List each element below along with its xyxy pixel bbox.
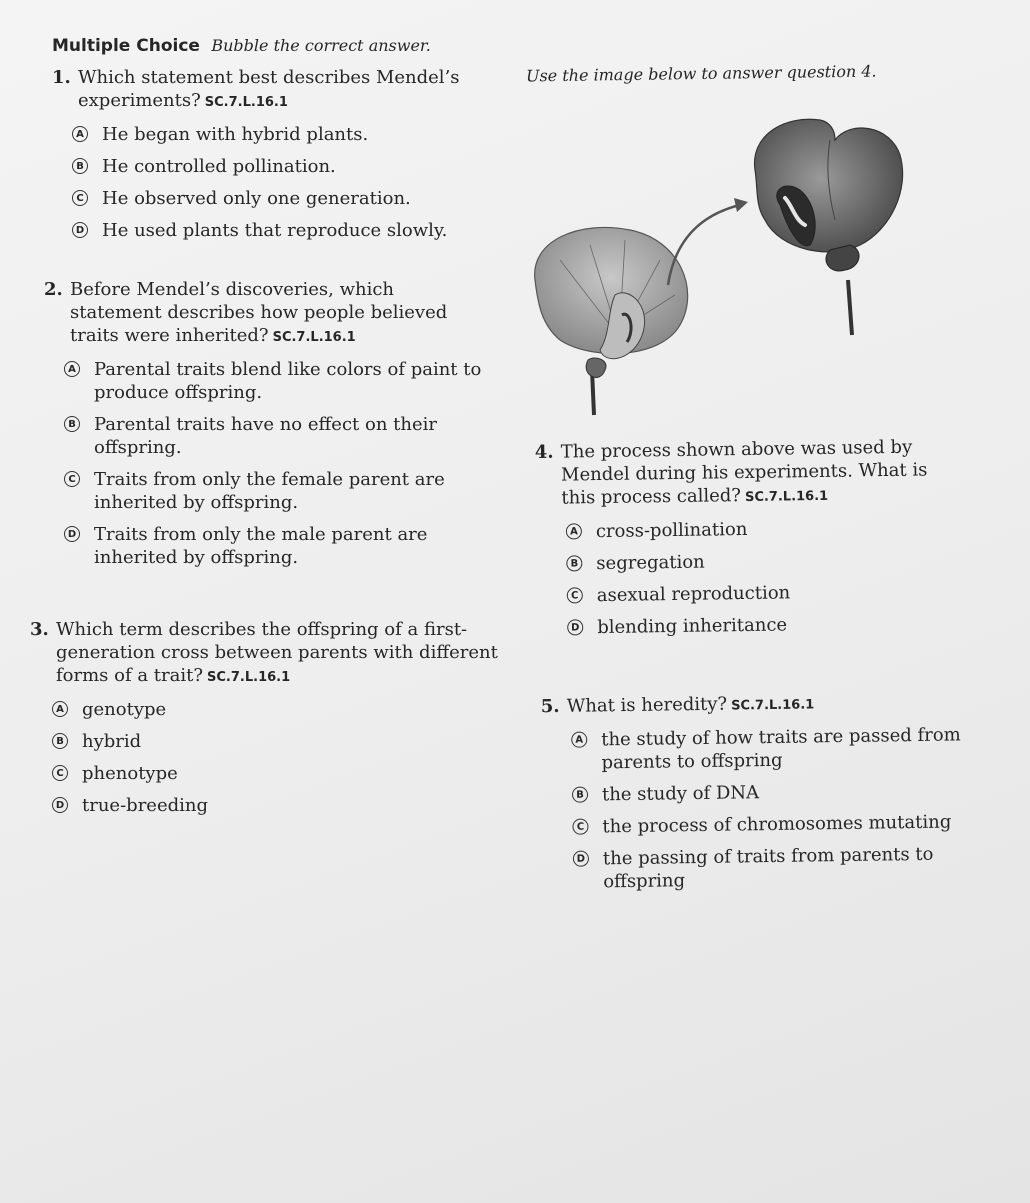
question-text: Before Mendel’s discoveries, which statement describes how people believed traits were inherited?: [70, 279, 448, 346]
bubble-icon[interactable]: A: [52, 701, 68, 717]
bubble-icon[interactable]: A: [72, 126, 88, 142]
pollination-figure: [530, 110, 910, 420]
choice-d[interactable]: [52, 794, 500, 817]
question-2: [44, 278, 484, 569]
choice-text: cross-pollination: [595, 518, 748, 543]
left-flower-sepal: [586, 358, 606, 377]
choice-b[interactable]: [64, 413, 484, 459]
choice-text: asexual reproduction: [596, 582, 791, 607]
question-5: [541, 689, 1004, 894]
bubble-icon[interactable]: B: [572, 787, 588, 803]
question-1: [52, 66, 472, 242]
question-text: Which statement best describes Mendel’s experiments?: [78, 67, 460, 111]
choice-a[interactable]: [571, 723, 1002, 775]
choice-text: the study of how traits are passed from parents to offspring: [601, 724, 961, 774]
flower-illustration: [530, 110, 910, 420]
choice-d[interactable]: [567, 611, 957, 639]
bubble-icon[interactable]: C: [567, 587, 583, 603]
choice-text: He began with hybrid plants.: [102, 124, 369, 145]
choice-c[interactable]: [64, 468, 484, 514]
bubble-icon[interactable]: D: [72, 222, 88, 238]
choice-text: Traits from only the male parent are inherited by offspring.: [94, 524, 428, 568]
arrow-head-icon: [734, 198, 748, 212]
choice-a[interactable]: [566, 515, 956, 543]
choice-text: He used plants that reproduce slowly.: [102, 220, 448, 241]
question-text: Which term describes the offspring of a first-generation cross between parents with different forms of a trait?: [56, 619, 498, 686]
choice-c[interactable]: [52, 762, 500, 785]
choice-c[interactable]: [567, 579, 957, 607]
choice-text: the process of chromosomes mutating: [602, 811, 952, 838]
choice-c[interactable]: [72, 187, 472, 210]
standard-code: SC.7.L.16.1: [272, 330, 356, 345]
standard-code: SC.7.L.16.1: [204, 95, 288, 110]
standard-code: SC.7.L.16.1: [731, 697, 815, 714]
choice-text: the study of DNA: [601, 782, 760, 806]
question-4: [535, 435, 958, 640]
choice-text: Parental traits have no effect on their offspring.: [94, 414, 437, 458]
question-3: [30, 618, 500, 817]
choice-text: true-breeding: [82, 795, 208, 816]
choice-a[interactable]: [72, 123, 472, 146]
standard-code: SC.7.L.16.1: [744, 488, 829, 506]
question-number: 3.: [30, 619, 49, 640]
bubble-icon[interactable]: D: [573, 851, 589, 867]
choice-d[interactable]: [72, 219, 472, 242]
choice-text: Parental traits blend like colors of paint to produce offspring.: [94, 359, 482, 403]
choice-c[interactable]: [572, 810, 1002, 839]
section-header: [52, 36, 431, 56]
question-number: 4.: [534, 441, 554, 463]
bubble-icon[interactable]: D: [567, 619, 583, 635]
section-title: Multiple Choice: [52, 36, 200, 56]
choice-text: He controlled pollination.: [102, 156, 336, 177]
choice-b[interactable]: [72, 155, 472, 178]
bubble-icon[interactable]: D: [52, 797, 68, 813]
bubble-icon[interactable]: A: [571, 732, 587, 748]
bubble-icon[interactable]: C: [572, 819, 588, 835]
choice-a[interactable]: [64, 358, 484, 404]
bubble-icon[interactable]: B: [566, 555, 582, 571]
bubble-icon[interactable]: C: [64, 471, 80, 487]
bubble-icon[interactable]: C: [72, 190, 88, 206]
choice-text: hybrid: [82, 731, 142, 752]
question-number: 2.: [44, 279, 63, 300]
choice-d[interactable]: [573, 842, 1004, 894]
choice-text: Traits from only the female parent are inherited by offspring.: [94, 469, 445, 513]
choice-d[interactable]: [64, 523, 484, 569]
image-instruction: Use the image below to answer question 4.: [525, 61, 877, 86]
question-text: The process shown above was used by Mendel during his experiments. What is this process called?: [560, 436, 928, 509]
bubble-icon[interactable]: B: [72, 158, 88, 174]
bubble-icon[interactable]: B: [52, 733, 68, 749]
right-stem: [848, 280, 852, 335]
choice-text: phenotype: [82, 763, 178, 784]
question-number: 5.: [540, 695, 560, 718]
question-number: 1.: [52, 67, 71, 88]
bubble-icon[interactable]: A: [64, 361, 80, 377]
bubble-icon[interactable]: D: [64, 526, 80, 542]
bubble-icon[interactable]: C: [52, 765, 68, 781]
choice-b[interactable]: [52, 730, 500, 753]
section-instruction: Bubble the correct answer.: [211, 36, 431, 55]
choice-a[interactable]: [52, 698, 500, 721]
choice-text: the passing of traits from parents to offspring: [602, 843, 934, 893]
choice-text: genotype: [82, 699, 167, 720]
choice-b[interactable]: [566, 547, 956, 575]
bubble-icon[interactable]: B: [64, 416, 80, 432]
choice-text: segregation: [596, 551, 705, 575]
choice-b[interactable]: [572, 778, 1002, 807]
choice-text: He observed only one generation.: [102, 188, 411, 209]
standard-code: SC.7.L.16.1: [207, 670, 291, 685]
choice-text: blending inheritance: [597, 614, 788, 639]
question-text: What is heredity?: [566, 693, 728, 717]
bubble-icon[interactable]: A: [566, 523, 582, 539]
